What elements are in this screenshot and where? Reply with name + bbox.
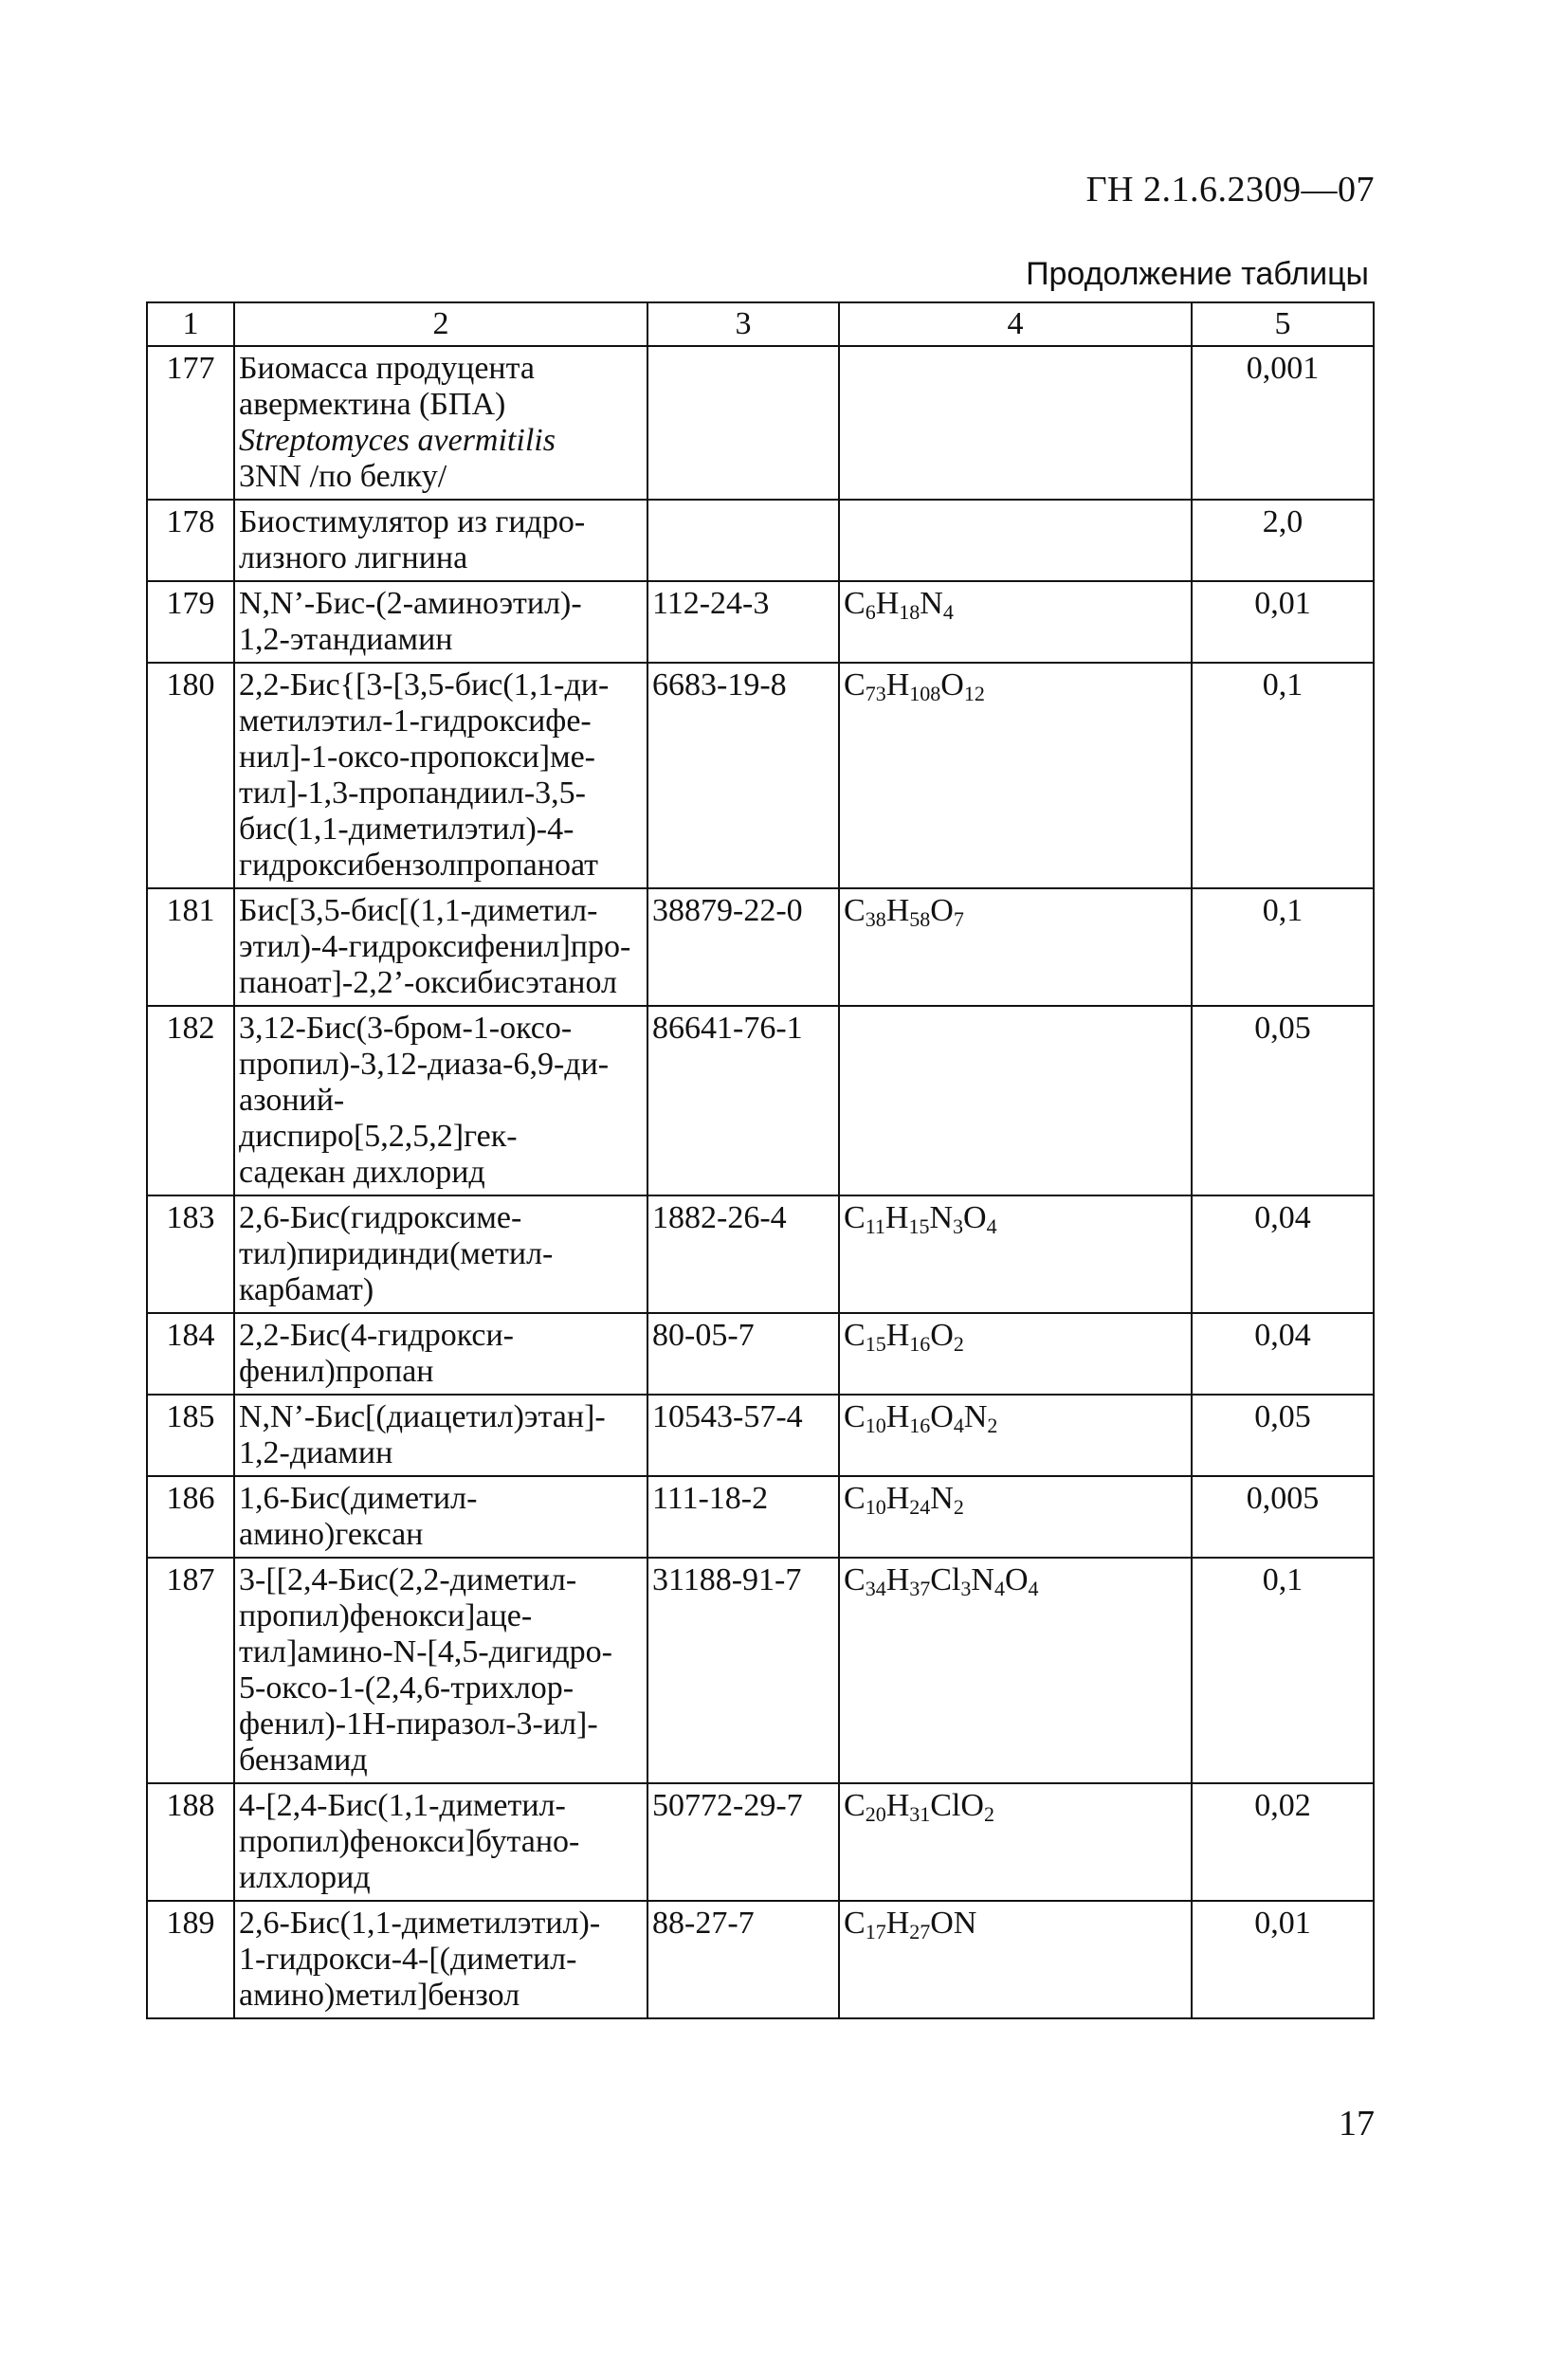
table-row xyxy=(147,1476,1374,1558)
formula-element: O xyxy=(930,1399,954,1434)
substance-name-line: фенил)пропан xyxy=(239,1354,434,1389)
substance-name xyxy=(234,500,647,581)
concentration-value: 0,1 xyxy=(1192,888,1374,1006)
column-header: 2 xyxy=(234,302,647,346)
concentration-value: 0,04 xyxy=(1192,1313,1374,1395)
cas-number: 111-18-2 xyxy=(647,1476,839,1558)
row-number: 186 xyxy=(147,1476,234,1558)
table-row xyxy=(147,346,1374,500)
formula-element: ClO xyxy=(930,1788,984,1823)
substance-name-line: авермектина (БПА) xyxy=(239,387,506,422)
table-row xyxy=(147,663,1374,888)
formula-subscript: 3 xyxy=(960,1577,972,1600)
table-continuation-label: Продолжение таблицы xyxy=(1026,256,1369,292)
substance-name xyxy=(234,888,647,1006)
substance-name-line: гидроксибензолпропаноат xyxy=(239,848,599,883)
chemical-formula xyxy=(839,1558,1192,1783)
concentration-value: 0,05 xyxy=(1192,1395,1374,1476)
substance-name-line: илхлорид xyxy=(239,1860,371,1895)
table-header-row xyxy=(147,302,1374,346)
substance-name-line: метилэтил-1-гидроксифе- xyxy=(239,703,592,739)
substance-name xyxy=(234,346,647,500)
formula-subscript: 6 xyxy=(865,600,876,624)
row-number: 182 xyxy=(147,1006,234,1195)
formula-element: N xyxy=(971,1562,994,1597)
column-header: 1 xyxy=(147,302,234,346)
table-row xyxy=(147,1783,1374,1901)
substance-name-line: пропил)фенокси]бутано- xyxy=(239,1824,580,1859)
substance-name xyxy=(234,1783,647,1901)
substance-name xyxy=(234,663,647,888)
formula-subscript: 3 xyxy=(953,1214,963,1238)
formula-subscript: 7 xyxy=(953,907,964,931)
row-number: 183 xyxy=(147,1195,234,1313)
formula-subscript: 17 xyxy=(865,1920,886,1943)
substance-name-line: 2,2-Бис{[3-[3,5-бис(1,1-ди- xyxy=(239,667,610,702)
substance-name-line: Биомасса продуцента xyxy=(239,351,535,386)
formula-subscript: 12 xyxy=(963,682,985,705)
formula-element: O xyxy=(963,1200,987,1235)
cas-number: 112-24-3 xyxy=(647,581,839,663)
table-row xyxy=(147,888,1374,1006)
page-number: 17 xyxy=(1339,2104,1375,2144)
formula-subscript: 15 xyxy=(908,1214,930,1238)
formula-subscript: 4 xyxy=(942,600,954,624)
substance-name-line: пропил)фенокси]аце- xyxy=(239,1598,533,1633)
formula-subscript: 2 xyxy=(987,1414,998,1437)
formula-element: H xyxy=(885,1399,910,1434)
row-number: 187 xyxy=(147,1558,234,1783)
cas-number: 80-05-7 xyxy=(647,1313,839,1395)
substance-name-line: 3NN /по белку/ xyxy=(239,459,447,494)
formula-subscript: 4 xyxy=(953,1414,964,1437)
cas-number: 31188-91-7 xyxy=(647,1558,839,1783)
table-row xyxy=(147,1558,1374,1783)
substance-name-line: амино)метил]бензол xyxy=(239,1978,520,2013)
formula-subscript: 16 xyxy=(909,1332,931,1356)
chemical-formula xyxy=(839,1901,1192,2018)
formula-subscript: 24 xyxy=(909,1495,931,1519)
substance-name-line: азоний- xyxy=(239,1083,345,1118)
formula-subscript: 34 xyxy=(865,1577,886,1600)
substance-name-line: 2,6-Бис(гидроксиме- xyxy=(239,1200,522,1235)
substances-table xyxy=(146,301,1375,2019)
chemical-formula xyxy=(839,500,1192,581)
concentration-value: 0,01 xyxy=(1192,1901,1374,2018)
substance-name-line: пропил)-3,12-диаза-6,9-ди- xyxy=(239,1047,610,1082)
substance-name-line: 5-оксо-1-(2,4,6-трихлор- xyxy=(239,1670,574,1706)
substance-name-line: 1,2-этандиамин xyxy=(239,622,453,657)
formula-element: C xyxy=(844,1481,866,1516)
chemical-formula xyxy=(839,346,1192,500)
formula-subscript: 58 xyxy=(909,907,931,931)
concentration-value: 0,01 xyxy=(1192,581,1374,663)
formula-element: C xyxy=(844,1318,866,1353)
chemical-formula xyxy=(839,1313,1192,1395)
substance-name-line: 3-[[2,4-Бис(2,2-диметил- xyxy=(239,1562,577,1597)
concentration-value: 0,1 xyxy=(1192,663,1374,888)
formula-element: H xyxy=(885,1318,910,1353)
row-number: 184 xyxy=(147,1313,234,1395)
substance-name-line: 1,6-Бис(диметил- xyxy=(239,1481,478,1516)
chemical-formula xyxy=(839,1006,1192,1195)
formula-subscript: 10 xyxy=(865,1495,886,1519)
formula-element: N xyxy=(929,1200,953,1235)
formula-subscript: 27 xyxy=(909,1920,931,1943)
formula-subscript: 10 xyxy=(865,1414,886,1437)
formula-subscript: 4 xyxy=(986,1214,997,1238)
row-number: 177 xyxy=(147,346,234,500)
column-header: 5 xyxy=(1192,302,1374,346)
formula-subscript: 38 xyxy=(865,907,886,931)
formula-element: N xyxy=(963,1399,988,1434)
table-row xyxy=(147,1006,1374,1195)
formula-element: H xyxy=(885,667,910,702)
substance-name-line: 1-гидрокси-4-[(диметил- xyxy=(239,1942,577,1977)
substance-name-line: паноат]-2,2’-оксибисэтанол xyxy=(239,965,617,1000)
substance-name xyxy=(234,1006,647,1195)
formula-element: O xyxy=(1004,1562,1029,1597)
substance-name-line: Биостимулятор из гидро- xyxy=(239,504,586,539)
table-row xyxy=(147,500,1374,581)
formula-subscript: 2 xyxy=(953,1332,964,1356)
formula-subscript: 20 xyxy=(865,1802,886,1826)
cas-number: 88-27-7 xyxy=(647,1901,839,2018)
formula-element: H xyxy=(885,1481,910,1516)
chemical-formula xyxy=(839,663,1192,888)
cas-number: 50772-29-7 xyxy=(647,1783,839,1901)
substance-name-line: этил)-4-гидроксифенил]про- xyxy=(239,929,631,964)
formula-subscript: 73 xyxy=(865,682,886,705)
table-row xyxy=(147,1313,1374,1395)
formula-element: C xyxy=(844,1788,866,1823)
table-row xyxy=(147,1395,1374,1476)
formula-element: N xyxy=(930,1481,954,1516)
formula-subscript: 15 xyxy=(865,1332,886,1356)
formula-element: ON xyxy=(930,1906,977,1941)
chemical-formula xyxy=(839,1395,1192,1476)
substance-name xyxy=(234,1558,647,1783)
cas-number xyxy=(647,346,839,500)
formula-subscript: 2 xyxy=(953,1495,964,1519)
formula-subscript: 16 xyxy=(909,1414,931,1437)
cas-number: 86641-76-1 xyxy=(647,1006,839,1195)
substance-name-line: N,N’-Бис-(2-аминоэтил)- xyxy=(239,586,582,621)
formula-element: O xyxy=(930,893,954,928)
concentration-value: 0,1 xyxy=(1192,1558,1374,1783)
row-number: 188 xyxy=(147,1783,234,1901)
substance-name xyxy=(234,1901,647,2018)
substance-name-line: бис(1,1-диметилэтил)-4- xyxy=(239,812,574,847)
substance-name-line: тил]-1,3-пропандиил-3,5- xyxy=(239,775,586,811)
formula-element: Cl xyxy=(930,1562,961,1597)
substance-name-line: 2,2-Бис(4-гидрокси- xyxy=(239,1318,514,1353)
formula-subscript: 108 xyxy=(909,682,941,705)
document-code: ГН 2.1.6.2309—07 xyxy=(1085,170,1375,210)
substance-name-line: садекан дихлорид xyxy=(239,1155,485,1190)
row-number: 185 xyxy=(147,1395,234,1476)
substance-name-line: 3,12-Бис(3-бром-1-оксо- xyxy=(239,1011,573,1046)
cas-number: 10543-57-4 xyxy=(647,1395,839,1476)
formula-subscript: 37 xyxy=(909,1577,931,1600)
formula-subscript: 31 xyxy=(909,1802,931,1826)
substance-name-line: Streptomyces avermitilis xyxy=(239,423,556,458)
formula-element: O xyxy=(940,667,964,702)
formula-subscript: 18 xyxy=(899,600,921,624)
substance-name-line: 1,2-диамин xyxy=(239,1435,393,1470)
row-number: 178 xyxy=(147,500,234,581)
formula-element: C xyxy=(844,1200,866,1235)
cas-number: 1882-26-4 xyxy=(647,1195,839,1313)
substance-name xyxy=(234,1195,647,1313)
substance-name xyxy=(234,1476,647,1558)
table-row xyxy=(147,1901,1374,2018)
substance-name-line: тил)пиридинди(метил- xyxy=(239,1236,554,1271)
formula-element: C xyxy=(844,1399,866,1434)
substance-name-line: бензамид xyxy=(239,1743,368,1778)
formula-element: C xyxy=(844,1906,866,1941)
cas-number: 6683-19-8 xyxy=(647,663,839,888)
substance-name xyxy=(234,581,647,663)
substance-name-line: амино)гексан xyxy=(239,1517,424,1552)
cas-number: 38879-22-0 xyxy=(647,888,839,1006)
chemical-formula xyxy=(839,1783,1192,1901)
substance-name-line: нил]-1-оксо-пропокси]ме- xyxy=(239,739,596,775)
concentration-value: 0,04 xyxy=(1192,1195,1374,1313)
formula-element: H xyxy=(885,1906,910,1941)
substance-name-line: N,N’-Бис[(диацетил)этан]- xyxy=(239,1399,606,1434)
formula-element: C xyxy=(844,893,866,928)
formula-element: O xyxy=(930,1318,954,1353)
row-number: 179 xyxy=(147,581,234,663)
formula-element: H xyxy=(885,893,910,928)
formula-subscript: 4 xyxy=(994,1577,1005,1600)
formula-element: H xyxy=(875,586,900,621)
substance-name-line: Бис[3,5-бис[(1,1-диметил- xyxy=(239,893,598,928)
formula-subscript: 4 xyxy=(1028,1577,1039,1600)
formula-subscript: 2 xyxy=(983,1802,994,1826)
table-row xyxy=(147,1195,1374,1313)
table-row xyxy=(147,581,1374,663)
formula-element: H xyxy=(885,1788,910,1823)
substance-name xyxy=(234,1313,647,1395)
row-number: 189 xyxy=(147,1901,234,2018)
concentration-value: 0,005 xyxy=(1192,1476,1374,1558)
formula-element: H xyxy=(885,1562,910,1597)
substance-name-line: фенил)-1Н-пиразол-3-ил]- xyxy=(239,1706,598,1742)
substance-name-line: тил]амино-N-[4,5-дигидро- xyxy=(239,1634,612,1670)
formula-element: N xyxy=(920,586,943,621)
chemical-formula xyxy=(839,1476,1192,1558)
table-body xyxy=(147,346,1374,2018)
concentration-value: 2,0 xyxy=(1192,500,1374,581)
substance-name-line: лизного лигнина xyxy=(239,540,468,575)
concentration-value: 0,05 xyxy=(1192,1006,1374,1195)
formula-element: C xyxy=(844,1562,866,1597)
substance-name-line: карбамат) xyxy=(239,1272,374,1307)
formula-element: C xyxy=(844,667,866,702)
cas-number xyxy=(647,500,839,581)
substance-name-line: 2,6-Бис(1,1-диметилэтил)- xyxy=(239,1906,601,1941)
column-header: 4 xyxy=(839,302,1192,346)
substance-name-line: 4-[2,4-Бис(1,1-диметил- xyxy=(239,1788,566,1823)
formula-subscript: 11 xyxy=(865,1214,885,1238)
concentration-value: 0,02 xyxy=(1192,1783,1374,1901)
substance-name xyxy=(234,1395,647,1476)
substance-name-line: диспиро[5,2,5,2]гек- xyxy=(239,1119,518,1154)
chemical-formula xyxy=(839,581,1192,663)
column-header: 3 xyxy=(647,302,839,346)
chemical-formula xyxy=(839,1195,1192,1313)
concentration-value: 0,001 xyxy=(1192,346,1374,500)
row-number: 181 xyxy=(147,888,234,1006)
chemical-formula xyxy=(839,888,1192,1006)
formula-element: C xyxy=(844,586,866,621)
formula-element: H xyxy=(884,1200,909,1235)
row-number: 180 xyxy=(147,663,234,888)
